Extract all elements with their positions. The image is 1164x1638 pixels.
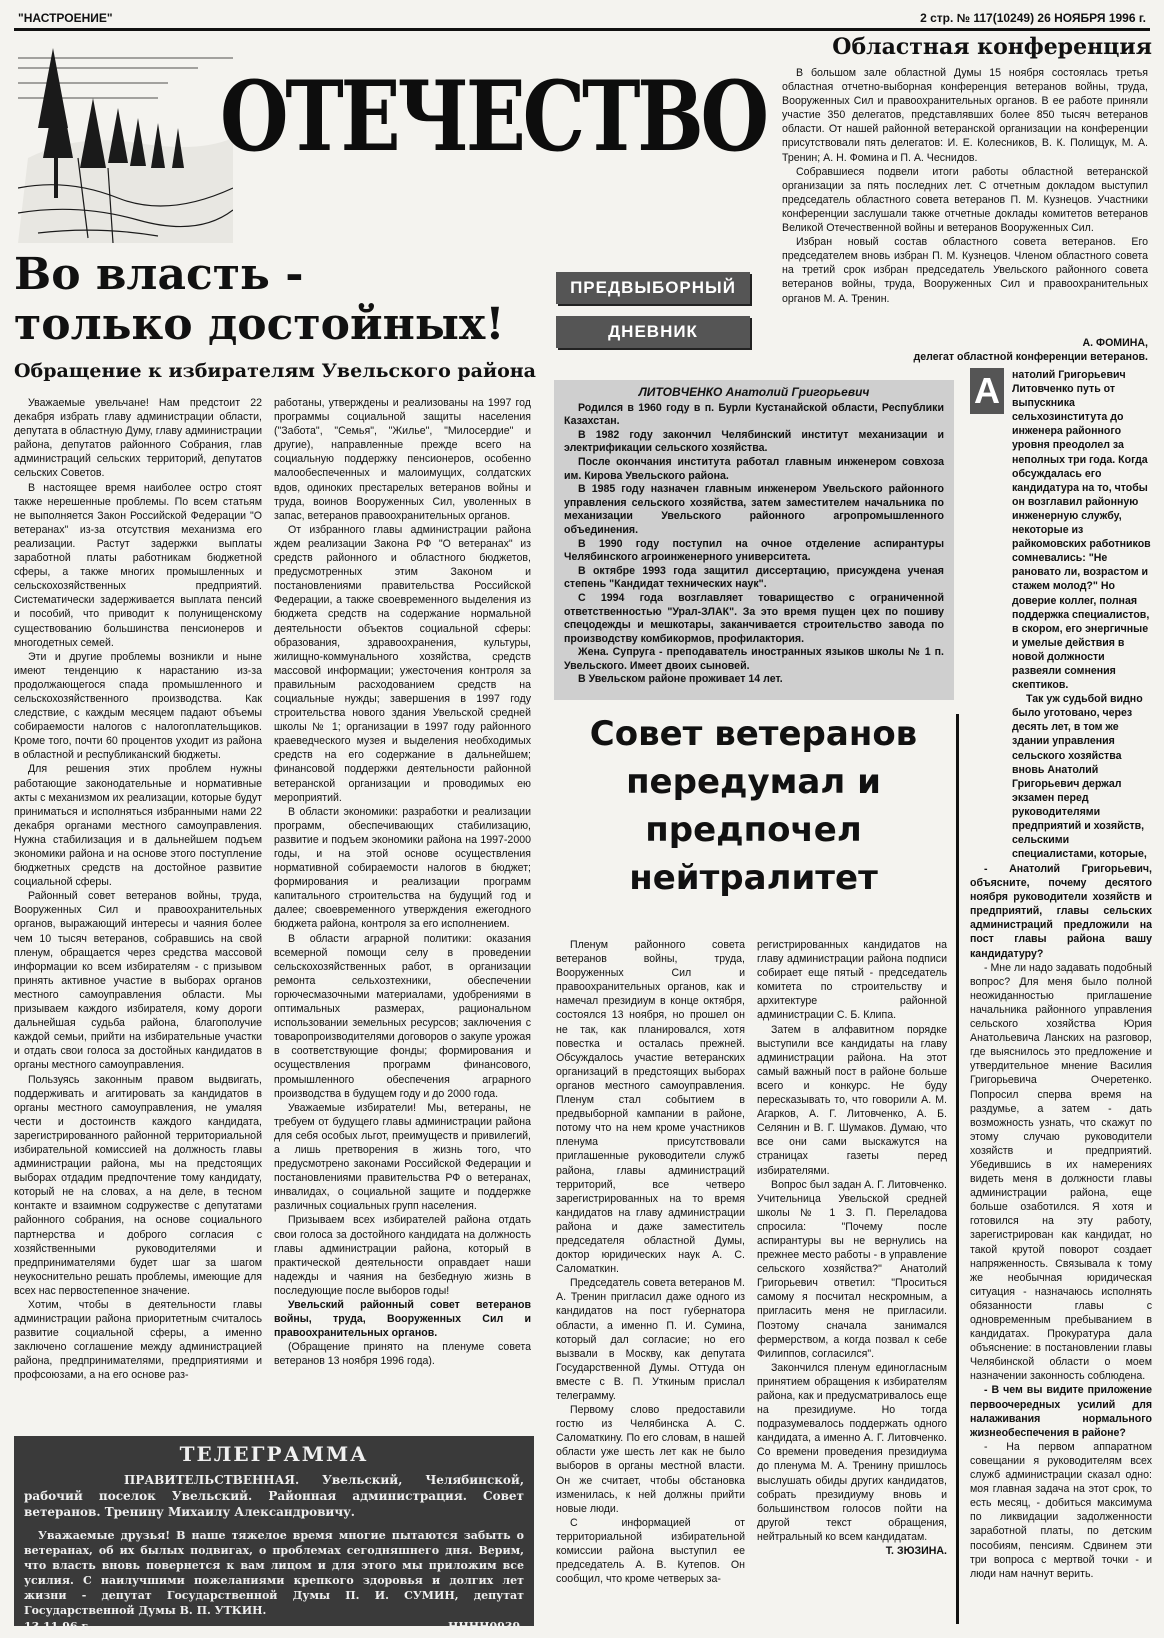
sovet-column-1	[556, 938, 745, 1628]
paragraph: Уважаемые увельчане! Нам предстоит 22 декабря избрать главу администрации области, депутата в областную Думу, главу администрации района, депутатов районного Собрания, глав администраций сельских территорий, депутатов сельских Советов.	[14, 397, 262, 480]
telegram-box	[14, 1436, 534, 1633]
bio-paragraph: Жена. Супруга - преподаватель иностранных языков школы № 1 п. Увельского. Имеет двоих сыновей.	[564, 646, 944, 672]
masthead	[14, 10, 1150, 31]
main-article-column-1	[14, 396, 262, 1421]
paragraph: Собравшиеся подвели итоги работы областной ветеранской организации за пять последних лет. С отчетным докладом выступил председатель областного совета ветеранов П. М. Кузнецов. Участники конференции заслушали также отчетные доклады комитетов ветеранов Великой Отечественной войны и ветеранов Вооруженных Сил.	[782, 165, 1148, 235]
bio-paragraph: Родился в 1960 году в п. Бурли Кустанайской области, Республики Казахстан.	[564, 401, 944, 428]
paragraph: работаны, утверждены и реализованы на 1997 год программы социальной защиты населения ("Забота", "Семья", "Жилье", "Милосердие" и другие), направленные прежде всего на социальную поддержку пенсионеров, особенно малообеспеченных и малоимущих, солдатских вдов, одиноких престарелых ветеранов войны и труда, воинов Вооруженных Сил, уволенных в запас, ветеранов правоохранительных органов.	[274, 397, 531, 522]
main-article-column-2	[274, 396, 531, 1421]
interview-question: - В чем вы видите приложение первоочередных усилий для налаживания нормального жизнеобеспечения в районе?	[970, 1384, 1152, 1439]
interview-question: - Анатолий Григорьевич, объясните, почему десятого ноября руководители хозяйств и предприятий, главы сельских администраций предложили на пост главы района вашу кандидатуру?	[970, 863, 1152, 960]
headline-line-1: Во власть -	[14, 249, 304, 300]
paragraph: Затем в алфавитном порядке выступили все кандидаты на главу администрации района. На этот самый важный пост в районе больше всего и конкурс. Не буду пересказывать то, что говорили А. М. Агарков, А. Г. Литовченко, А. Б. Селянин и В. Г. Шумаков. Думаю, что все они сами выскажутся на страницах газеты перед избирателями.	[757, 1023, 947, 1177]
interview-body	[970, 862, 1152, 1622]
article-signature: Увельский районный совет ветеранов войны, труда, Вооруженных Сил и правоохранительных органов.	[274, 1299, 531, 1340]
paragraph: Председатель совета ветеранов М. А. Тренин пригласил даже одного из кандидатов на пост губернатора области, а именно П. И. Сумина, который дал согласие; но его вызвали в Москву, как депутата Государственной Думы. Оттуда он вместе с В. П. Уткиным прислал телеграмму.	[556, 1277, 745, 1402]
telegram-body: Уважаемые друзья! В наше тяжелое время многие пытаются забыть о ветеранах, об их былых подвигах, о проблемах сегодняшнего дня. Верим, что власть вновь повернется к вам лицом и для этого мы приложим все усилия. С наилучшими пожеланиями крепкого здоровья и долгих лет жизни - депутат Государственной Думы П. И. СУМИН, депутат Государственной Думы В. П. УТКИН.	[24, 1529, 524, 1617]
sovet-column-2	[757, 938, 947, 1628]
sovet-headline: Совет ветеранов передумал и предпочел нейтралитет	[589, 714, 918, 898]
main-subheadline: Обращение к избирателям Увельского района	[14, 360, 536, 382]
paragraph: В настоящее время наиболее остро стоят также нерешенные проблемы. По всем статьям не выполняется Закон Российской Федерации "О ветеранах" из-за отсутствия механизма его реализации. Растут задержки выплаты заработной платы работникам бюджетной сферы, а также многих промышленных и сельскохозяйственных предприятий. Систематически задерживается выплата пенсий и пособий, что приводит к полунищенскому существованию большинства пенсионеров и многодетных семей.	[14, 481, 262, 649]
bio-paragraph: В 1990 году поступил на очное отделение аспирантуры Челябинского агроинженерного университета.	[564, 537, 944, 564]
telegram-title: ТЕЛЕГРАММА	[179, 1442, 369, 1466]
telegram-number: НННН0939.	[447, 1620, 524, 1633]
section-logo: ОТЕЧЕСТВО	[220, 60, 766, 173]
paragraph: регистрированных кандидатов на главу администрации района подписи собирает еще пятый - председатель комитета по строительству и архитектуре районной администрации С. Б. Клипа.	[757, 939, 947, 1022]
headline-line-2: только достойных!	[14, 299, 505, 350]
paragraph: Хотим, чтобы в деятельности главы администрации района приоритетным считалось развитие социальной сферы, а именно заключено соглашение между администрацией района, предпринимателями, предприятиями и профсоюзами, а на его основе раз-	[14, 1299, 262, 1382]
drop-cap: А	[970, 368, 1004, 414]
paragraph: Избран новый состав областного совета ветеранов. Его председателем вновь избран П. М. Кузнецов. Членом областного совета на третий срок избран председатель Увельского районного совета ветеранов войны, труда, Вооруженных Сил и правоохранительных органов М. А. Тренин.	[782, 236, 1148, 305]
telegram-address: ПРАВИТЕЛЬСТВЕННАЯ. Увельский, Челябинской, рабочий поселок Увельский. Районная администрация. Совет ветеранов. Тренину Михаилу Александровичу.	[24, 1473, 524, 1519]
sovet-author: Т. ЗЮЗИНА.	[885, 1545, 947, 1558]
paragraph: Уважаемые избиратели! Мы, ветераны, не требуем от будущего главы администрации района для себя особых льгот, преимуществ и привилегий, а лишь претворения в жизнь того, что предусмотрено законами Российской Федерации и постановлениями правительства РФ о ветеранах, инвалидах, о социальной защите и поддержке различных социальных групп населения.	[274, 1101, 531, 1213]
paragraph: Первому слово предоставили гостю из Челябинска А. С. Саломаткину. По его словам, в нашей области уже шесть лет как не было выборов в органы местной власти. Он же считает, чтобы обстановка изменилась, к ней должны прийти новые люди.	[556, 1404, 745, 1515]
diary-badge-1: ПРЕДВЫБОРНЫЙ	[556, 272, 750, 304]
conference-title: Областная конференция	[832, 34, 1152, 60]
paper-name: "НАСТРОЕНИЕ"	[18, 11, 113, 25]
paragraph: С информацией от территориальной избирательной комиссии района выступил ее председатель А. В. Кутепов. Он сообщил, что кроме четверых за-	[556, 1516, 745, 1586]
telegram-date: 13.11.96 г.	[24, 1620, 92, 1633]
paragraph: Вопрос был задан А. Г. Литовченко. Учительница Увельской средней школы № 1 З. П. Переладова спросила: "Почему после аспирантуры вы не вернулись на прежнее место работы - в управление сельского хозяйства?" Анатолий Григорьевич ответил: "Проситься самому я посчитал нескромным, а пригласить меня не пригласили. Поэтому сначала занимался фермерством, а когда позвал к себе Филиппов, согласился".	[757, 1178, 947, 1360]
column-divider	[956, 714, 959, 1624]
paragraph: От избранного главы администрации района ждем реализации Закона РФ "О ветеранах" из средств районного и областного бюджетов, предусмотренных этим Законом и постановлениями правительства Российской Федерации, а также своевременного выделения из бюджета средств на содержание нормальной деятельности объектов социальной сферы: образования, здравоохранения, культуры, жилищно-коммунального хозяйства, средств массовой информации; ужесточения контроля за правильным расходованием средств на социальные нужды; завершения в 1997 году строительства нового здания Увельской средней школы № 1; организации в 1997 году районного краеведческого музея и выделения необходимых средств на его содержание в дальнейшем; финансовой поддержки деятельности районной ветеранской организации и проводимых ею мероприятий.	[274, 523, 531, 804]
bio-title: ЛИТОВЧЕНКО Анатолий Григорьевич	[638, 385, 870, 399]
paragraph: Закончился пленум единогласным принятием обращения к избирателям района, как и предусматривалось еще на президиуме. Но тогда подразумевалось поддержать одного кандидата, а именно А. Г. Литовченко. Со времени проведения президиума до пленума М. А. Тренину пришлось выслушать обиды других кандидатов, собрать президиуму вновь и большинством голосов пойти на другой текст обращения, нейтральный ко всем кандидатам.	[757, 1361, 947, 1543]
interview-answer: - На первом аппаратном совещании я руководителям всех служб администрации сказал одно: моя главная задача на этот срок, то есть месяц, - добиться максимума по ликвидации задолженности заработной платы, по детским пособиям, пенсиям. Сдвинем эти три вопроса с мертвой точки - и люди нам начнут верить.	[970, 1440, 1152, 1580]
bio-paragraph: В 1982 году закончил Челябинский институт механизации и электрификации сельского хозяйства.	[564, 428, 944, 455]
paragraph: Так уж судьбой видно было уготовано, через десять лет, в том же здании управления сельского хозяйства вновь Анатолий Григорьевич держал экзамен перед руководителями предприятий и хозяйств, сельскими специалистами, которые,	[1012, 693, 1147, 860]
paragraph: В области аграрной политики: оказания всемерной помощи селу в проведении сельскохозяйственных работ, в организации ремонта сельхозтехники, обеспечении горючесмазочными материалами, удобрениями в оптимальных размерах, рациональном использовании земельных ресурсов; заключения с товаропроизводителями договоров о закупе урожая в соответствующие фонды; формирования и осуществления программ финансового, промышленного обеспечения аграрного производства в будущем году и до 2000 года.	[274, 932, 531, 1100]
paragraph: Для решения этих проблем нужны работающие законодательные и нормативные акты с механизмом их реализации, которые будут приниматься и исполняться избранными нами 22 декабря органами местного самоуправления. Нужна стабилизация и в дальнейшем подъем экономики района и на основе этого поступление бюджетных средств на достойное развитие социальной сферы.	[14, 763, 262, 889]
paragraph: Эти и другие проблемы возникли и ныне имеют тенденцию к нарастанию из-за продолжающегося спада промышленного и сельскохозяйственного производства. Как следствие, с каждым месяцем падают объемы собираемости налогов с налогоплательщиков. Кроме того, почти 60 процентов уходит из района в областной и республиканский бюджеты.	[14, 650, 262, 762]
bio-paragraph: После окончания института работал главным инженером совхоза им. Кирова Увельского района.	[564, 455, 944, 482]
interview-lead	[1012, 368, 1152, 860]
conference-author-role: делегат областной конференции ветеранов.	[913, 351, 1148, 363]
landscape-illustration	[18, 38, 233, 243]
bio-paragraph: С 1994 года возглавляет товарищество с ограниченной ответственностью "Урал-ЗЛАК". За это время пущен цех по пошиву спецодежды и мешкотары, заканчивается строительство завода по производству комбикормов, профилактория.	[564, 591, 944, 645]
paragraph: натолий Григорьевич Литовченко путь от выпускника сельхозинститута до инженера районного уровня преодолел за неполных три года. Когда обсуждалась его кандидатура на то, чтобы он возглавил районную инженерную службу, некоторые из райкомовских работников сомневались: "Не рановато ли, возрастом и стажем молод?" Но доверие коллег, полная поддержка специалистов, в скором, его энергичные и умелые действия в новой должности развеяли сомнения скептиков.	[1012, 369, 1151, 692]
issue-line: 2 стр. № 117(10249) 26 НОЯБРЯ 1996 г.	[920, 11, 1146, 25]
interview-answer: - Мне ли надо задавать подобный вопрос? Для меня было полной неожиданностью приглашение начальника районного управления сельского хозяйства Юрия Анатольевича Ланских на разговор, где выяснилось это предложение и утвердительное мнение Василия Григорьевича Очеретенко. Попросил сперва время на раздумье, а затем - дать возможность узнать, что скажут по этому случаю руководители хозяйств и предприятий. Убедившись в их намерениях видеть меня в должности главы администрации района, еще больше озаботился. Я хотя и готовился на эту работу, зарегистрирован как кандидат, но такой крутой поворот создает напряженность. Связывала к тому же необычная юридическая ситуация - назначаюсь исполнять обязанности главы с одновременным пребыванием в кандидатах. Прокуратура дала объяснение: в постановлении главы Челябинской области о моем назначении законность соблюдена.	[970, 961, 1152, 1383]
bio-paragraph: В Увельском районе проживает 14 лет.	[578, 673, 783, 686]
paragraph: Пленум районного совета ветеранов войны, труда, Вооруженных Сил и правоохранительных органов, как и намечал президиум в конце октября, состоялся 13 ноября, но прошел он не так, как планировался, хотя повестка и осталась прежней. Обсуждалось участие ветеранских организаций в предстоящих выборах органов местного самоуправления. Пленум стал событием в предвыборной кампании в районе, потому что на нем кроме участников пленума присутствовали приглашенные руководители служб района, главы администраций территорий, все четверо зарегистрированных на то время кандидатов на главу администрации района и даже заместитель председателя областной Думы, доктор юридических наук А. С. Саломаткин.	[556, 939, 745, 1276]
paragraph: Районный совет ветеранов войны, труда, Вооруженных Сил и правоохранительных органов, выражающий интересы и чаяния более чем 10 тысяч ветеранов, собравшись на свой пленум, обращается через средства массовой информации ко всем избирателям - с призывом принять активное участие в выборах органов местного самоуправления области. Мы призываем каждого избирателя, кому дороги дальнейшая судьба района, благополучие каждой семьи, прийти на избирательные участки и отдать свои голоса за достойных кандидатов в органы местного самоуправления.	[14, 890, 262, 1072]
conference-signature	[782, 336, 1148, 364]
bio-paragraph: В 1985 году назначен главным инженером Увельского районного управления сельского хозяйства, затем заместителем начальника по механизации Увельского районного агропромышленного объединения.	[564, 483, 944, 536]
candidate-bio-box	[554, 380, 954, 700]
diary-badge-2: ДНЕВНИК	[556, 316, 750, 348]
paragraph: Призываем всех избирателей района отдать свои голоса за достойного кандидата на должность главы администрации района, который в практической деятельности оправдает наши надежды и чаяния на безбедную жизнь в последующие после выборов годы!	[274, 1214, 531, 1297]
conference-article	[782, 66, 1148, 334]
telegram-footer	[24, 1620, 524, 1633]
paragraph: В области экономики: разработки и реализации программ, обеспечивающих стабилизацию, развитие и подъем экономики района на 1997-2000 годы, и на этой основе осуществления нормативной собираемости налогов в бюджет; формирования и реализации программ капитального строительства на будущий год и далее; своевременного утверждения ежегодного бюджета района, контроля за его исполнением.	[274, 805, 531, 931]
bio-paragraph: В октябре 1993 года защитил диссертацию, присуждена ученая степень "Кандидат технических наук".	[564, 564, 944, 591]
article-note: (Обращение принято на пленуме совета ветеранов 13 ноября 1996 года).	[274, 1341, 531, 1368]
main-headline	[14, 250, 534, 350]
paragraph: В большом зале областной Думы 15 ноября состоялась третья областная отчетно-выборная конференция ветеранов войны, труда, Вооруженных Сил и правоохранительных органов. В ее работе приняли участие 350 делегатов, представлявших более 850 тысяч ветеранов области. От нашей районной ветеранской организации на конференции присутствовали пять делегатов: И. Е. Колесников, В. К. Полищук, М. А. Тренин; А. Н. Фомина и П. А. Чеснидов.	[782, 67, 1148, 164]
paragraph: Пользуясь законным правом выдвигать, поддерживать и агитировать за кандидатов в органы местного самоуправления, не умаляя чести и достоинств каждого кандидата, зарегистрированного районной территориальной избирательной комиссией на должность главы администрации района, мы на предстоящих выборах отдадим предпочтение тому кандидату, который не на словах, а на деле, в тесном контакте и взаимном содружестве с депутатами районного собрания, на основе социального партнерства и доброго согласия с хозяйственными руководителями и предпринимателями будет шаг за шагом неукоснительно решать проблемы, имеющие для всех нас первостепенное значение.	[14, 1073, 262, 1297]
conference-author: А. ФОМИНА,	[1082, 337, 1148, 349]
